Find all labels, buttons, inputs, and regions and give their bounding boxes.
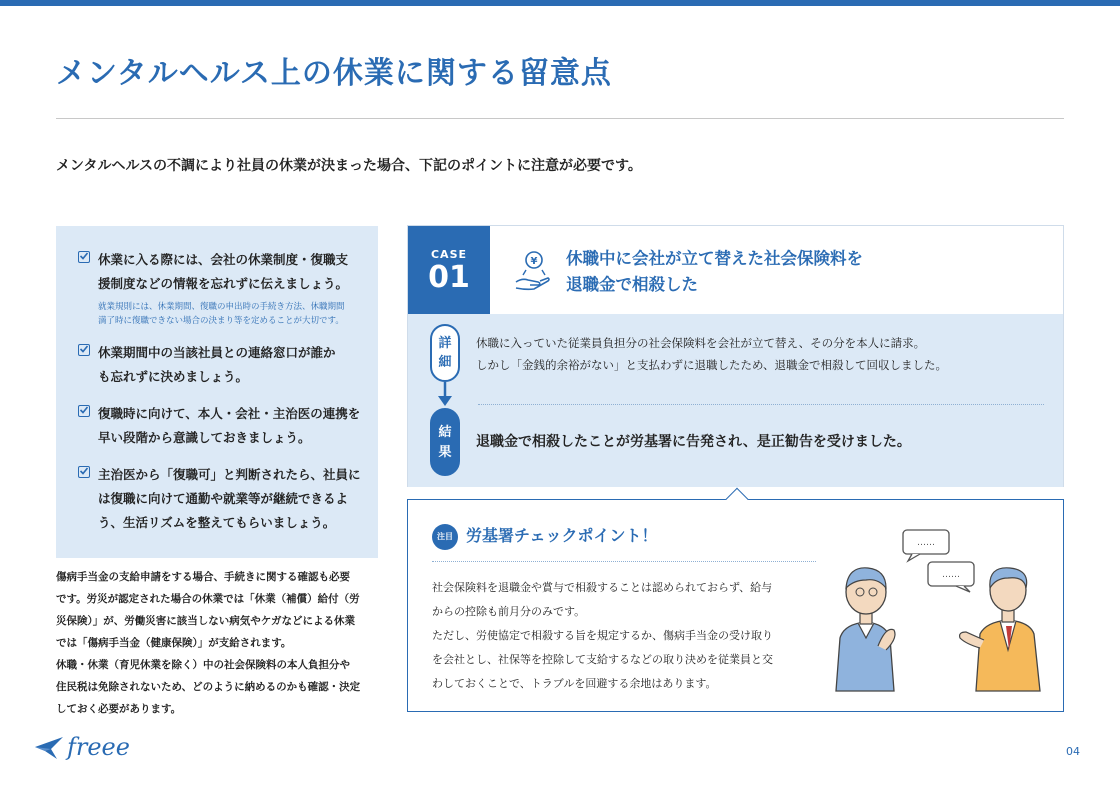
checkbox-icon (78, 466, 90, 478)
svg-text:¥: ¥ (530, 256, 538, 267)
speech-bubble-text: …… (917, 538, 935, 548)
checkpoint-text: 社会保険料を退職金や賞与で相殺することは認められておらず、給与 からの控除も前月分のみです。 ただし、労使協定で相殺する旨を規定するか、傷病手当金の受け取り を会社とし、社保等を控除して支給するなどの取り決めを従業員と交 わしておくことで、トラブルを回避する余地はあります。 (432, 581, 773, 690)
checkbox-icon (78, 405, 90, 417)
case-label: CASE (430, 248, 468, 261)
checklist-item (78, 248, 362, 328)
dotted-divider (432, 561, 816, 562)
top-accent-bar (0, 0, 1120, 6)
intro-text: メンタルヘルスの不調により社員の休業が決まった場合、下記のポイントに注意が必要です。 (56, 158, 642, 174)
detail-label: 詳 細 (430, 324, 460, 382)
checklist-text: 休業に入る際には、会社の休業制度・復職支 援制度などの情報を忘れずに伝えましょう。 (98, 252, 349, 291)
bird-logo-icon (33, 733, 65, 761)
checklist-item (78, 341, 362, 389)
person-left-icon (836, 568, 895, 691)
checklist-text: 復職時に向けて、本人・会社・主治医の連携を 早い段階から意識しておきましょう。 (98, 406, 361, 445)
title-divider (56, 118, 1064, 119)
callout-notch (726, 488, 749, 511)
speech-bubble-text: …… (942, 570, 960, 580)
case-title: 休職中に会社が立て替えた社会保険料を 退職金で相殺した (566, 249, 863, 294)
checklist-item (78, 463, 362, 535)
checklist-panel (56, 226, 378, 558)
supplementary-notes: 傷病手当金の支給申請をする場合、手続きに関する確認も必要 です。労災が認定された場合の休業では「休業（補償）給付（労 災保険）」が、労働災害に該当しない病気やケガなどによる休業 では「傷病手当金（健康保険）」が支給されます。 休職・休業（育児休業を除く）中の社会保険料の本人負担分や 住民税は免除されないため、どのように納めるのかも確認・決定 しておく必要があります。 (56, 571, 361, 715)
checklist-text: 休業期間中の当該社員との連絡窓口が誰か も忘れずに決めましょう。 (98, 345, 336, 384)
detail-text: 休職に入っていた従業員負担分の社会保険料を会社が立て替え、その分を本人に請求。 しかし「金銭的余裕がない」と支払わずに退職したため、退職金で相殺して回収しました。 (476, 336, 948, 372)
checkbox-icon (78, 344, 90, 356)
checklist-text: 主治医から「復職可」と判断されたら、社員に は復職に向けて通勤や就業等が継続できるよ う、生活リズムを整えてもらいましょう。 (98, 467, 361, 530)
checklist-item (78, 402, 362, 450)
checkpoint-box (407, 499, 1064, 712)
page-number: 04 (1066, 745, 1080, 758)
checkbox-icon (78, 251, 90, 263)
money-hand-icon (512, 248, 554, 296)
case-badge (408, 226, 490, 314)
result-label: 結 果 (430, 408, 460, 476)
conversation-illustration (828, 526, 1043, 696)
case-body (408, 314, 1063, 487)
attention-badge: 注目 (432, 524, 458, 550)
dotted-divider (478, 404, 1044, 405)
checklist-note: 就業規則には、休業期間、復職の申出時の手続き方法、休職期間 満了時に復職できない場合の決まり等を定めることが大切です。 (98, 302, 345, 326)
case-card (407, 225, 1064, 487)
result-text: 退職金で相殺したことが労基署に告発され、是正勧告を受けました。 (476, 434, 911, 450)
case-number: 01 (428, 260, 470, 295)
page-title: メンタルヘルス上の休業に関する留意点 (56, 56, 612, 91)
freee-logo: freee (33, 733, 130, 761)
checkpoint-title: 労基署チェックポイント！ (466, 526, 658, 545)
